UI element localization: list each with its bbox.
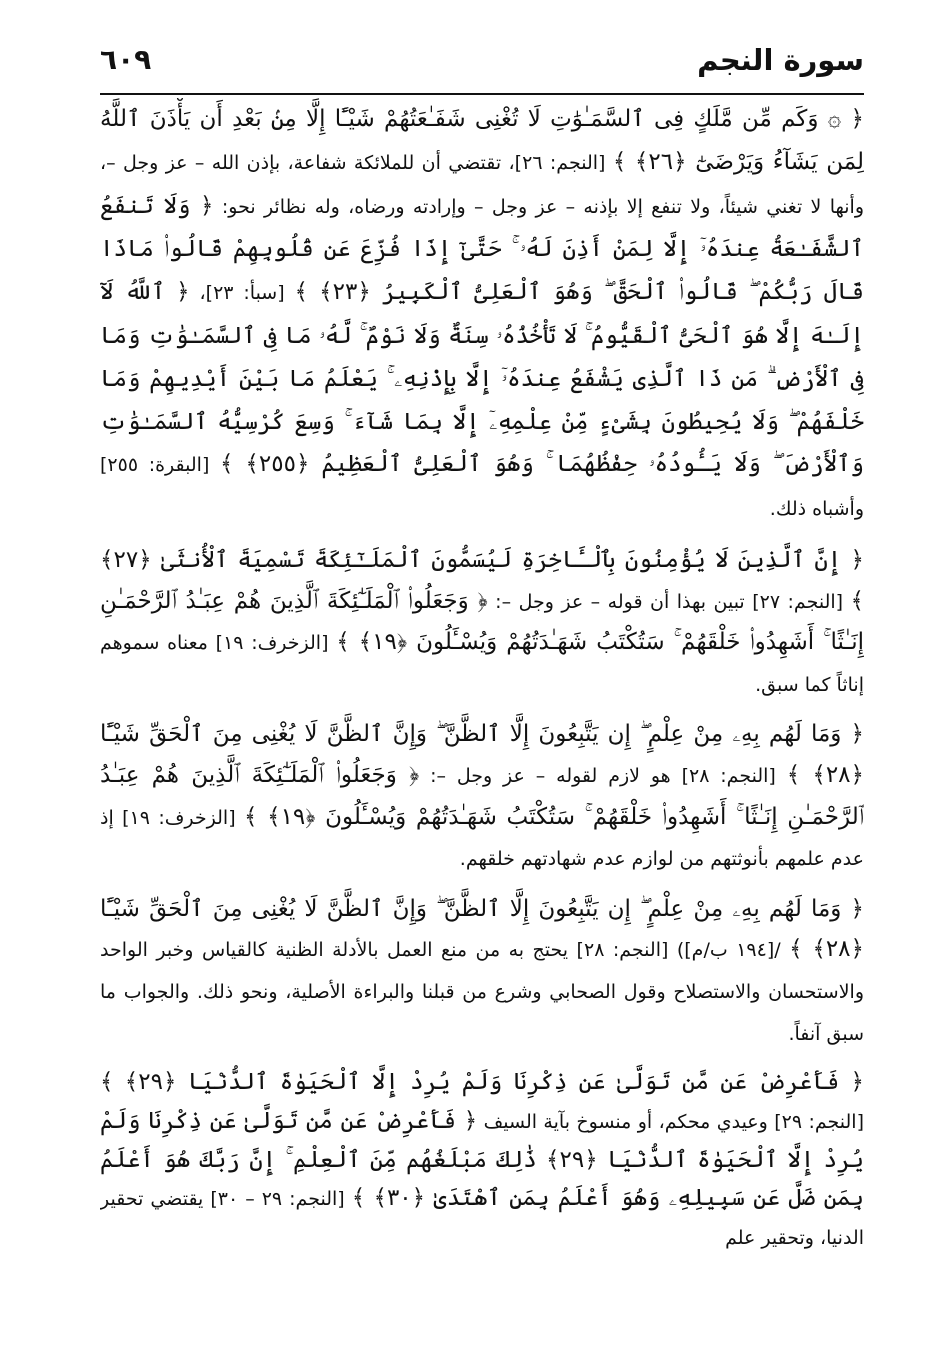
commentary-text: [الزخرف: ١٩] معناه سموهم إناثاً كما سبق.: [100, 632, 864, 696]
commentary-text: [النجم: ٢٩] وعيدي محكم، أو منسوخ بآية السيف: [477, 1111, 864, 1134]
citation-text: [سبأ: ٢٣]،: [189, 282, 295, 305]
paragraph-3: [100, 714, 864, 879]
quran-verse: ﴿ ٱللَّهُ لَآ إِلَـٰهَ إِلَّا هُوَ ٱلْحَىُّ ٱلْقَيُّومُ ۚ لَا تَأْخُذُهُۥ سِنَةٌ وَلَا نَوْمٌ ۚ لَّهُۥ مَا فِى ٱلسَّمَـٰوَٰتِ وَمَا فِى ٱلْأَرْضِ ۗ مَن ذَا ٱلَّذِى يَشْفَعُ عِندَهُۥٓ إِلَّا بِإِذْنِهِۦ ۚ يَعْلَمُ مَا بَيْنَ أَيْدِيهِمْ وَمَا خَلْفَهُمْ ۖ وَلَا يُحِيطُونَ بِشَىْءٍ مِّنْ عِلْمِهِۦٓ إِلَّا بِمَا شَآءَ ۚ وَسِعَ كُرْسِيُّهُ ٱلسَّمَـٰوَٰتِ وَٱلْأَرْضَ ۖ وَلَا يَـُٔودُهُۥ حِفْظُهُمَا ۚ وَهُوَ ٱلْعَلِىُّ ٱلْعَظِيمُ ﴿٢٥٥﴾ ﴾: [100, 279, 864, 478]
page-number: ٦٠٩: [100, 43, 152, 76]
commentary-text: [الزخرف: ١٩] إذ عدم علمهم بأنوثتهم من لوازم عدم شهادتهم خلقهم.: [100, 806, 864, 871]
quran-verse: ﴿ وَلَا تَنفَعُ ٱلشَّفَـٰعَةُ عِندَهُۥٓ إِلَّا لِمَنْ أَذِنَ لَهُۥ ۚ حَتَّىٰٓ إِذَا فُزِّعَ عَن قُلُوبِهِمْ قَالُوا۟ مَاذَا قَالَ رَبُّكُمْ ۖ قَالُوا۟ ٱلْحَقَّ ۖ وَهُوَ ٱلْعَلِىُّ ٱلْكَبِيرُ ﴿٢٣﴾ ﴾: [100, 192, 864, 306]
commentary-text: [النجم: ٢٨] هو لازم لقوله – عز وجل –:: [419, 764, 787, 787]
paragraph-4: [100, 889, 864, 1054]
header-divider: [100, 93, 864, 95]
quran-verse: ﴿ فَأَعْرِضْ عَن مَّن تَوَلَّىٰ عَن ذِكْرِنَا وَلَمْ يُرِدْ إِلَّا ٱلْحَيَوٰةَ ٱلدُّنْيَا ﴿٢٩﴾ ﴾: [100, 1069, 864, 1096]
commentary-text: [النجم: ٢٩ – ٣٠] يقتضي تحقير الدنيا، وتحقير علم: [100, 1188, 864, 1250]
page-header: [100, 36, 864, 90]
paragraph-1: [100, 98, 864, 531]
quran-verse: ﴿ وَجَعَلُوا۟ ٱلْمَلَـٰٓئِكَةَ ٱلَّذِينَ هُمْ عِبَـٰدُ ٱلرَّحْمَـٰنِ إِنَـٰثًا ۚ أَشَهِدُوا۟ خَلْقَهُمْ ۚ سَتُكْتَبُ شَهَـٰدَتُهُمْ وَيُسْـَٔلُونَ ﴿١٩﴾ ﴾: [100, 587, 864, 656]
commentary-text: [النجم: ٢٦]، تقتضي أن للملائكة شفاعة، بإذن الله – عز وجل –، وأنها لا تغني شيئاً، ولا تنفع إلا بإذنه – عز وجل – وإرادته ورضاه، وله نظائر نحو:: [100, 151, 864, 218]
citation-text: [البقرة: ٢٥٥] وأشباه ذلك.: [100, 454, 864, 521]
quran-verse: ﴿ فَأَعْرِضْ عَن مَّن تَوَلَّىٰ عَن ذِكْرِنَا وَلَمْ يُرِدْ إِلَّا ٱلْحَيَوٰةَ ٱلدُّنْيَا ﴿٢٩﴾ ذَٰلِكَ مَبْلَغُهُم مِّنَ ٱلْعِلْمِ ۚ إِنَّ رَبَّكَ هُوَ أَعْلَمُ بِمَن ضَلَّ عَن سَبِيلِهِۦ وَهُوَ أَعْلَمُ بِمَنِ ٱهْتَدَىٰ ﴿٣٠﴾ ﴾: [100, 1108, 864, 1212]
surah-title: سورة النجم: [697, 43, 864, 77]
quran-verse: ﴿ ۞ وَكَم مِّن مَّلَكٍ فِى ٱلسَّمَـٰوَٰتِ لَا تُغْنِى شَفَـٰعَتُهُمْ شَيْـًٔا إِلَّا مِنۢ بَعْدِ أَن يَأْذَنَ ٱللَّهُ لِمَن يَشَآءُ وَيَرْضَىٰٓ ﴿٢٦﴾ ﴾: [100, 106, 864, 175]
commentary-text: /[١٩٤ ب/م]) [النجم: ٢٨] يحتج به من منع العمل بالأدلة الظنية كالقياس وخبر الواحد والاستحسان والاستصلاح وقول الصحابي وشرع من قبلنا والبراءة الأصلية، ونحو ذلك. والجواب ما سبق آنفاً.: [100, 939, 864, 1045]
quran-verse: ﴿ وَمَا لَهُم بِهِۦ مِنْ عِلْمٍ ۖ إِن يَتَّبِعُونَ إِلَّا ٱلظَّنَّ ۖ وَإِنَّ ٱلظَّنَّ لَا يُغْنِى مِنَ ٱلْحَقِّ شَيْـًٔا ﴿٢٨﴾ ﴾: [100, 895, 864, 963]
quran-verse: ﴿ وَجَعَلُوا۟ ٱلْمَلَـٰٓئِكَةَ ٱلَّذِينَ هُمْ عِبَـٰدُ ٱلرَّحْمَـٰنِ إِنَـٰثًا ۚ أَشَهِدُوا۟ خَلْقَهُمْ ۚ سَتُكْتَبُ شَهَـٰدَتُهُمْ وَيُسْـَٔلُونَ ﴿١٩﴾ ﴾: [100, 761, 864, 830]
paragraph-5: [100, 1063, 864, 1257]
paragraph-2: [100, 540, 864, 705]
page-body: [100, 98, 864, 1307]
commentary-text: [النجم: ٢٧] تبين بهذا أن قوله – عز وجل –:: [487, 590, 851, 613]
quran-verse: ﴿ وَمَا لَهُم بِهِۦ مِنْ عِلْمٍ ۖ إِن يَتَّبِعُونَ إِلَّا ٱلظَّنَّ ۖ وَإِنَّ ٱلظَّنَّ لَا يُغْنِى مِنَ ٱلْحَقِّ شَيْـًٔا ﴿٢٨﴾ ﴾: [100, 721, 864, 788]
quran-verse: ﴿ إِنَّ ٱلَّذِينَ لَا يُؤْمِنُونَ بِٱلْـَٔاخِرَةِ لَيُسَمُّونَ ٱلْمَلَـٰٓئِكَةَ تَسْمِيَةَ ٱلْأُنثَىٰ ﴿٢٧﴾ ﴾: [100, 546, 864, 614]
